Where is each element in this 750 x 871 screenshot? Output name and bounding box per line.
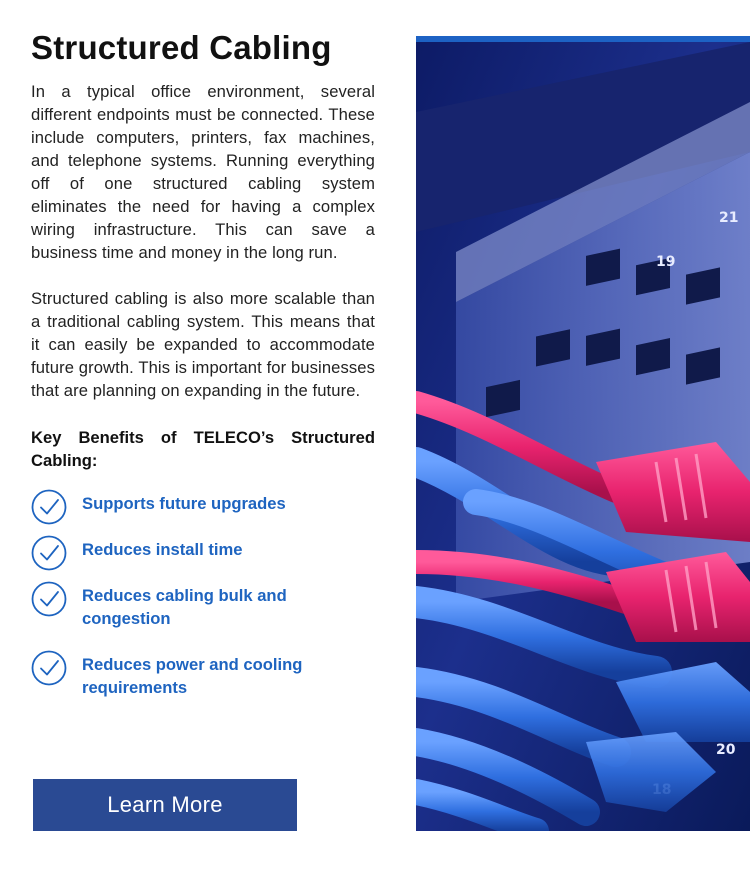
check-circle-icon [31,489,67,525]
port-number: 20 [716,742,736,758]
patch-panel-illustration [416,42,750,831]
benefit-item [31,653,375,705]
benefit-label: Reduces install time [82,540,243,559]
benefits-heading: Key Benefits of TELECO’s Structured Cabling: [31,428,375,470]
network-cables-photo [416,36,750,831]
benefit-item [31,584,375,653]
benefit-label: Reduces power and cooling requirements [82,655,303,697]
benefit-item [31,492,375,538]
scalability-paragraph: Structured cabling is also more scalable than a traditional cabling system. This means that it can easily be expanded to accommodate future growth. This is important for businesses that are planning on expanding in the future. [31,289,375,400]
check-circle-icon [31,650,67,686]
port-number: 21 [719,210,739,226]
benefits-list [31,492,375,705]
benefit-item [31,538,375,584]
intro-paragraph: In a typical office environment, several different endpoints must be connected. These include computers, printers, fax machines, and telephone systems. Running everything off of one structured cabling system eliminates the need for having a complex wiring infrastructure. This can save a business time and money in the long run. [31,82,375,262]
learn-more-button[interactable]: Learn More [33,779,297,831]
check-circle-icon [31,581,67,617]
check-circle-icon [31,535,67,571]
content-column [31,28,375,705]
benefit-label: Reduces cabling bulk and congestion [82,586,287,628]
port-number: 19 [656,254,676,270]
section-title: Structured Cabling [31,29,332,66]
benefit-label: Supports future upgrades [82,494,286,513]
